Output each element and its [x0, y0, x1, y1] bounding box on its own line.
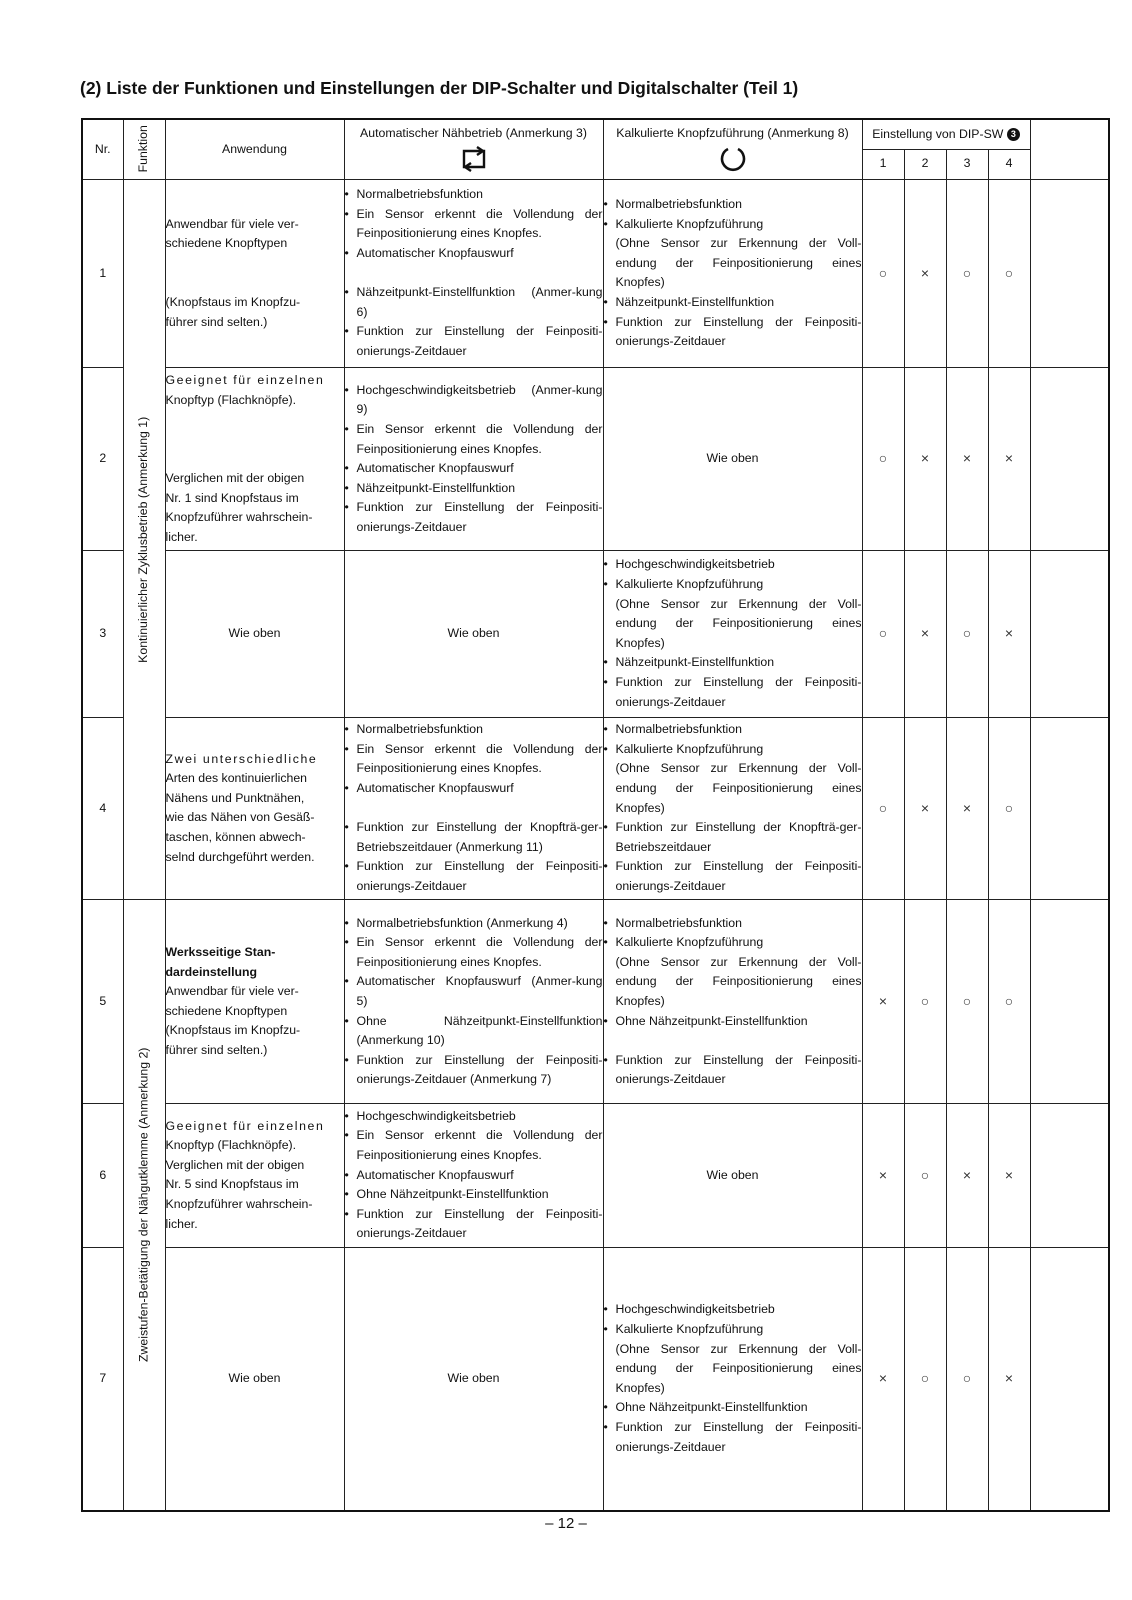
feature-item: • Ohne Nähzeitpunkt-Einstellfunktion (Anmerkung 10): [345, 1012, 603, 1051]
dip-switch-4-setting: ○: [988, 179, 1030, 368]
anwendung-line: Verglichen mit der obigen: [165, 470, 305, 485]
feature-item: • Hochgeschwindigkeitsbetrieb: [604, 1300, 862, 1320]
automatik-cell: [344, 717, 603, 900]
anwendung-cell: Wie oben: [165, 1247, 344, 1511]
automatik-cell: [344, 1104, 603, 1247]
header-sw-4: 4: [988, 149, 1030, 179]
feature-item: • Normalbetriebsfunktion: [604, 195, 862, 215]
feature-item: • Kalkulierte Knopfzuführung: [604, 215, 862, 235]
feature-item: • Funktion zur Einstellung der Feinpositi-onierungs-Zeitdauer: [604, 313, 862, 352]
table-row: [82, 551, 1109, 718]
dip-switch-1-setting: ×: [862, 1104, 904, 1247]
feature-item: • Automatischer Knopfauswurf: [345, 244, 603, 264]
dip-switch-4-setting: ○: [988, 717, 1030, 900]
cycle-arrows-icon: [458, 145, 490, 173]
kalkuliert-cell: [603, 900, 862, 1104]
table-row: [82, 900, 1109, 1104]
feature-item: • Ein Sensor erkennt die Vollendung der Feinpositionierung eines Knopfes.: [345, 1126, 603, 1165]
dip-switch-1-setting: ×: [862, 1247, 904, 1511]
anwendung-line: selnd durchgeführt werden.: [165, 849, 315, 864]
dip-switch-4-setting: ×: [988, 1104, 1030, 1247]
feature-item: • Funktion zur Einstellung der Feinpositi-onierungs-Zeitdauer: [604, 1418, 862, 1457]
kalkuliert-cell: Wie oben: [603, 368, 862, 551]
anwendung-line: Verglichen mit der obigen: [165, 1157, 305, 1172]
anwendung-line: Knopftyp (Flachknöpfe).: [165, 1138, 297, 1153]
anwendung-cell: [165, 1104, 344, 1247]
feature-item: • Funktion zur Einstellung der Knopfträ-ger-Betriebszeitdauer (Anmerkung 11): [345, 818, 603, 857]
feature-item: • Kalkulierte Knopfzuführung: [604, 575, 862, 595]
feature-item: • Funktion zur Einstellung der Feinpositi-onierungs-Zeitdauer: [345, 1205, 603, 1244]
header-blank: [1030, 119, 1109, 179]
feature-item: (Ohne Sensor zur Erkennung der Voll-endung der Feinpositionierung eines Knopfes): [615, 761, 862, 815]
anwendung-line: Geeignet für einzelnen: [165, 1118, 325, 1133]
header-nr: Nr.: [82, 119, 123, 179]
header-automatik: Automatischer Nähbetrieb (Anmerkung 3): [344, 119, 603, 179]
anwendung-line: schiedene Knopftypen: [165, 1003, 288, 1018]
feature-item: • Funktion zur Einstellung der Feinpositi-onierungs-Zeitdauer: [345, 498, 603, 537]
feature-item: • Automatischer Knopfauswurf: [345, 779, 603, 799]
feature-item: • Funktion zur Einstellung der Knopfträ-ger-Betriebszeitdauer: [604, 818, 862, 857]
anwendung-cell: [165, 368, 344, 551]
function-group-2: Zweistufen-Betätigung der Nähgutklemme (Anmerkung 2): [123, 900, 165, 1511]
dip-switch-2-setting: ○: [904, 1104, 946, 1247]
anwendung-line: wie das Nähen von Gesäß-: [165, 810, 315, 825]
feature-item: • Funktion zur Einstellung der Feinpositi-onierungs-Zeitdauer (Anmerkung 7): [345, 1051, 603, 1090]
dip-switch-4-setting: ×: [988, 551, 1030, 718]
anwendung-line: Knopfzuführer wahrschein-: [165, 1197, 313, 1212]
anwendung-line: taschen, können abwech-: [165, 830, 306, 845]
dip-badge: 3: [1007, 128, 1020, 141]
dip-switch-3-setting: ×: [946, 717, 988, 900]
dip-switch-4-setting: ×: [988, 1247, 1030, 1511]
dip-switch-table: [81, 118, 1110, 1512]
dip-switch-3-setting: ×: [946, 368, 988, 551]
dip-switch-3-setting: ○: [946, 1247, 988, 1511]
feature-item: • Ohne Nähzeitpunkt-Einstellfunktion: [604, 1012, 862, 1032]
row-number: 6: [82, 1104, 123, 1247]
table-row: [82, 368, 1109, 551]
header-dip-sw: Einstellung von DIP-SW 3: [862, 119, 1030, 149]
dip-switch-1-setting: ○: [862, 179, 904, 368]
feature-item: • Nähzeitpunkt-Einstellfunktion: [604, 653, 862, 673]
feature-item: • Normalbetriebsfunktion: [345, 185, 603, 205]
row-number: 3: [82, 551, 123, 718]
dip-switch-1-setting: ○: [862, 368, 904, 551]
feature-item: (Ohne Sensor zur Erkennung der Voll-endung der Feinpositionierung eines Knopfes): [615, 954, 862, 1009]
kalkuliert-cell: [603, 179, 862, 368]
feature-item: • Automatischer Knopfauswurf: [345, 1166, 603, 1186]
anwendung-line: Anwendbar für viele ver-: [165, 216, 299, 231]
header-kalkuliert: Kalkulierte Knopfzuführung (Anmerkung 8): [603, 119, 862, 179]
automatik-cell: [344, 900, 603, 1104]
open-circle-arrow-icon: [717, 145, 749, 173]
anwendung-line-bold: Werksseitige Stan-: [165, 945, 276, 960]
table-row: [82, 717, 1109, 900]
table-row: [82, 179, 1109, 368]
dip-switch-1-setting: ○: [862, 551, 904, 718]
feature-item: • Ein Sensor erkennt die Vollendung der Feinpositionierung eines Knopfes.: [345, 420, 603, 459]
feature-item: • Funktion zur Einstellung der Feinpositi-onierungs-Zeitdauer: [345, 322, 603, 361]
header-sw-1: 1: [862, 149, 904, 179]
feature-item: • Funktion zur Einstellung der Feinpositi-onierungs-Zeitdauer: [604, 1051, 862, 1090]
feature-item: • Ohne Nähzeitpunkt-Einstellfunktion: [345, 1185, 603, 1205]
automatik-cell: Wie oben: [344, 551, 603, 718]
row-number: 7: [82, 1247, 123, 1511]
feature-item: • Funktion zur Einstellung der Feinpositi-onierungs-Zeitdauer: [604, 857, 862, 896]
anwendung-line: führer sind selten.): [165, 314, 268, 329]
feature-item: (Ohne Sensor zur Erkennung der Voll-endung der Feinpositionierung eines Knopfes): [615, 236, 862, 290]
feature-item: • Automatischer Knopfauswurf: [345, 459, 603, 479]
blank-cell: [1030, 368, 1109, 551]
blank-cell: [1030, 179, 1109, 368]
dip-switch-1-setting: ×: [862, 900, 904, 1104]
feature-item: • Nähzeitpunkt-Einstellfunktion (Anmer-kung 6): [345, 283, 603, 322]
row-number: 2: [82, 368, 123, 551]
header-anwendung: Anwendung: [165, 119, 344, 179]
feature-item: • Ein Sensor erkennt die Vollendung der Feinpositionierung eines Knopfes.: [345, 205, 603, 244]
dip-switch-3-setting: ○: [946, 900, 988, 1104]
kalkuliert-cell: [603, 1247, 862, 1511]
dip-switch-2-setting: ×: [904, 551, 946, 718]
blank-cell: [1030, 551, 1109, 718]
table-row: [82, 1104, 1109, 1247]
anwendung-line: Knopfzuführer wahrschein-: [165, 510, 313, 525]
dip-switch-3-setting: ○: [946, 179, 988, 368]
dip-switch-2-setting: ×: [904, 368, 946, 551]
anwendung-line: (Knopfstaus im Knopfzu-: [165, 1023, 301, 1038]
anwendung-line-bold: dardeinstellung: [165, 964, 258, 979]
anwendung-line: licher.: [165, 529, 198, 544]
feature-item: • Hochgeschwindigkeitsbetrieb: [345, 1107, 603, 1127]
anwendung-line: Anwendbar für viele ver-: [165, 984, 299, 999]
anwendung-cell: [165, 179, 344, 368]
anwendung-line: schiedene Knopftypen: [165, 236, 288, 251]
kalkuliert-cell: Wie oben: [603, 1104, 862, 1247]
blank-cell: [1030, 1104, 1109, 1247]
header-sw-3: 3: [946, 149, 988, 179]
automatik-cell: [344, 179, 603, 368]
anwendung-line: Arten des kontinuierlichen: [165, 771, 307, 786]
feature-item: • Kalkulierte Knopfzuführung: [604, 740, 862, 760]
row-number: 5: [82, 900, 123, 1104]
feature-item: • Kalkulierte Knopfzuführung: [604, 1320, 862, 1340]
anwendung-line: Nähens und Punktnähen,: [165, 790, 305, 805]
automatik-cell: [344, 368, 603, 551]
feature-item: • Normalbetriebsfunktion: [604, 720, 862, 740]
anwendung-line: (Knopfstaus im Knopfzu-: [165, 295, 301, 309]
page-number: – 12 –: [545, 1515, 587, 1532]
anwendung-line: Knopftyp (Flachknöpfe).: [165, 392, 297, 407]
row-number: 4: [82, 717, 123, 900]
feature-item: • Automatischer Knopfauswurf (Anmer-kung 5): [345, 972, 603, 1011]
table-row: [82, 1247, 1109, 1511]
feature-item: • Nähzeitpunkt-Einstellfunktion: [604, 293, 862, 313]
anwendung-line: Nr. 5 sind Knopfstaus im: [165, 1177, 299, 1192]
dip-switch-2-setting: ○: [904, 1247, 946, 1511]
dip-switch-4-setting: ×: [988, 368, 1030, 551]
header-sw-2: 2: [904, 149, 946, 179]
feature-item: (Ohne Sensor zur Erkennung der Voll-endung der Feinpositionierung eines Knopfes): [615, 596, 862, 650]
feature-item: • Normalbetriebsfunktion: [345, 720, 603, 740]
anwendung-line: führer sind selten.): [165, 1043, 268, 1058]
kalkuliert-cell: [603, 717, 862, 900]
kalkuliert-cell: [603, 551, 862, 718]
dip-switch-1-setting: ○: [862, 717, 904, 900]
feature-item: • Ein Sensor erkennt die Vollendung der Feinpositionierung eines Knopfes.: [345, 933, 603, 972]
function-group-1: Kontinuierlicher Zyklusbetrieb (Anmerkung 1): [123, 179, 165, 900]
dip-switch-2-setting: ×: [904, 179, 946, 368]
dip-switch-3-setting: ○: [946, 551, 988, 718]
feature-item: • Hochgeschwindigkeitsbetrieb (Anmer-kung 9): [345, 381, 603, 420]
blank-cell: [1030, 900, 1109, 1104]
anwendung-line: licher.: [165, 1216, 198, 1231]
blank-cell: [1030, 717, 1109, 900]
row-number: 1: [82, 179, 123, 368]
feature-item: • Funktion zur Einstellung der Feinpositi-onierungs-Zeitdauer: [345, 857, 603, 896]
feature-item: • Hochgeschwindigkeitsbetrieb: [604, 555, 862, 575]
automatik-cell: Wie oben: [344, 1247, 603, 1511]
page-title: (2) Liste der Funktionen und Einstellungen der DIP-Schalter und Digitalschalter (Teil 1): [80, 78, 799, 98]
anwendung-line: Geeignet für einzelnen: [165, 373, 325, 388]
anwendung-line: Nr. 1 sind Knopfstaus im: [165, 490, 299, 505]
feature-item: • Normalbetriebsfunktion (Anmerkung 4): [345, 914, 603, 934]
blank-cell: [1030, 1247, 1109, 1511]
anwendung-cell: [165, 717, 344, 900]
feature-item: • Nähzeitpunkt-Einstellfunktion: [345, 479, 603, 499]
feature-item: • Ein Sensor erkennt die Vollendung der Feinpositionierung eines Knopfes.: [345, 740, 603, 779]
feature-item: • Ohne Nähzeitpunkt-Einstellfunktion: [604, 1398, 862, 1418]
dip-switch-2-setting: ○: [904, 900, 946, 1104]
feature-item: • Normalbetriebsfunktion: [604, 914, 862, 934]
header-funktion: Funktion: [123, 119, 165, 179]
feature-item: (Ohne Sensor zur Erkennung der Voll-endung der Feinpositionierung eines Knopfes): [615, 1341, 862, 1395]
dip-switch-3-setting: ×: [946, 1104, 988, 1247]
feature-item: • Funktion zur Einstellung der Feinpositi-onierungs-Zeitdauer: [604, 673, 862, 712]
feature-item: • Kalkulierte Knopfzuführung: [604, 933, 862, 953]
dip-switch-4-setting: ○: [988, 900, 1030, 1104]
dip-switch-2-setting: ×: [904, 717, 946, 900]
anwendung-cell: [165, 900, 344, 1104]
anwendung-line: Zwei unterschiedliche: [165, 751, 318, 766]
anwendung-cell: Wie oben: [165, 551, 344, 718]
